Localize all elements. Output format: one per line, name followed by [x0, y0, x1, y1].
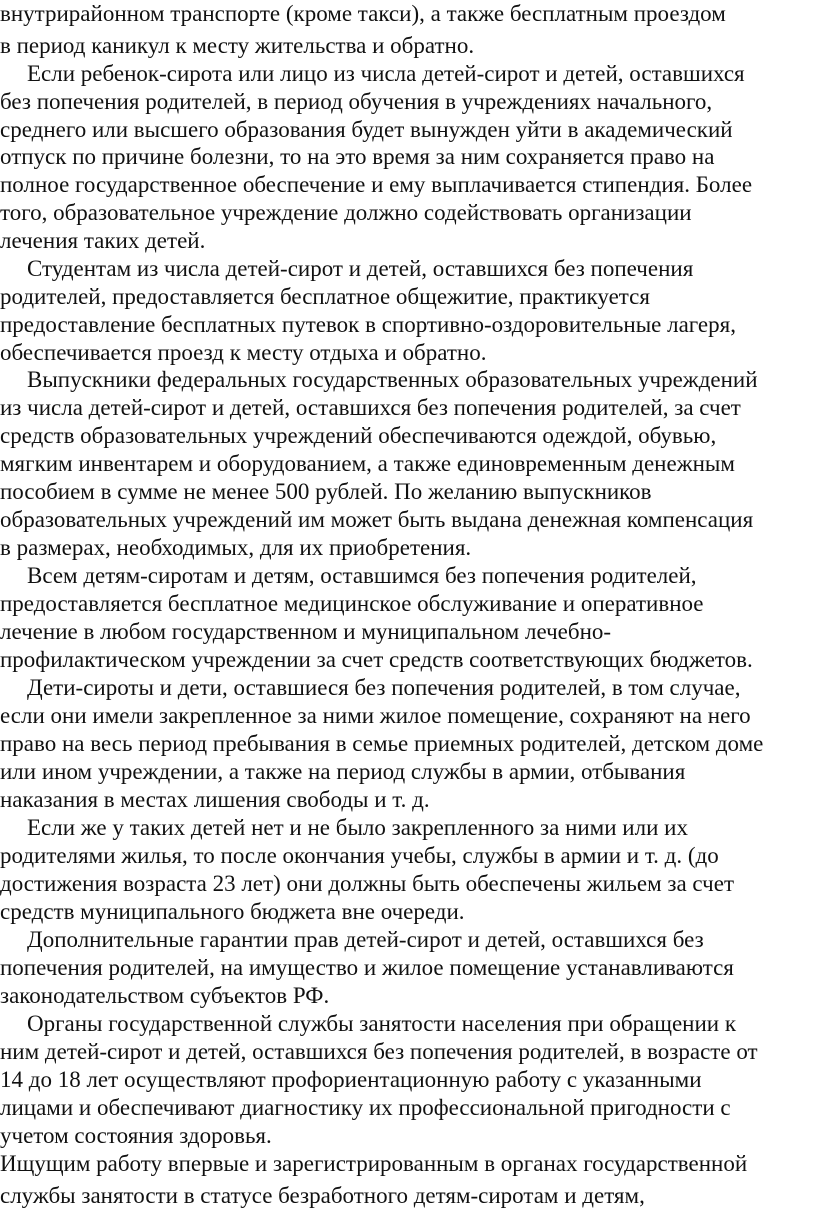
paragraph-first-line: Ищущим работу впервые и зарегистрированным в органах государственной — [0, 1151, 748, 1176]
text-line: или ином учреждении, а также на период службы в армии, отбывания — [0, 759, 686, 784]
text-line: 14 до 18 лет осуществляют профориентационную работу с указанными — [0, 1067, 702, 1092]
text-line: законодательством субъектов РФ. — [0, 983, 330, 1008]
text-line: образовательных учреждений им может быть выдана денежная компенсация — [0, 507, 754, 532]
paragraph-first-line: Органы государственной службы занятости населения при обращении к — [27, 1011, 737, 1036]
text-line: профилактическом учреждении за счет средств соответствующих бюджетов. — [0, 647, 753, 672]
text-line: лечения таких детей. — [0, 228, 206, 253]
text-line: учетом состояния здоровья. — [0, 1123, 272, 1148]
text-line: средств муниципального бюджета вне очереди. — [0, 899, 465, 924]
text-line: предоставляется бесплатное медицинское обслуживание и оперативное — [0, 591, 704, 616]
text-line: средств образовательных учреждений обеспечиваются одеждой, обувью, — [0, 423, 717, 448]
text-line: внутрирайонном транспорте (кроме такси), а также бесплатным проездом — [0, 1, 726, 26]
paragraph-first-line: Всем детям-сиротам и детям, оставшимся без попечения родителей, — [27, 563, 697, 588]
text-line: наказания в местах лишения свободы и т. д. — [0, 787, 430, 812]
text-line: достижения возраста 23 лет) они должны быть обеспечены жильем за счет — [0, 871, 734, 896]
paragraph-first-line: Студентам из числа детей-сирот и детей, оставшихся без попечения — [27, 256, 694, 281]
text-line: родителями жилья, то после окончания учебы, службы в армии и т. д. (до — [0, 843, 719, 868]
text-line: родителей, предоставляется бесплатное общежитие, практикуется — [0, 284, 650, 309]
text-line: в период каникул к месту жительства и обратно. — [0, 33, 475, 58]
paragraph-first-line: Дети-сироты и дети, оставшиеся без попечения родителей, в том случае, — [27, 675, 741, 700]
text-line: ним детей-сирот и детей, оставшихся без попечения родителей, в возрасте от — [0, 1039, 758, 1064]
text-line: пособием в сумме не менее 500 рублей. По желанию выпускников — [0, 479, 652, 504]
text-line: лечение в любом государственном и муниципальном лечебно- — [0, 619, 612, 644]
text-line: право на весь период пребывания в семье приемных родителей, детском доме — [0, 731, 764, 756]
paragraph-first-line: Если же у таких детей нет и не было закрепленного за ними или их — [27, 815, 688, 840]
text-line: лицами и обеспечивают диагностику их профессиональной пригодности с — [0, 1095, 731, 1120]
text-line: обеспечивается проезд к месту отдыха и обратно. — [0, 340, 487, 365]
text-line: среднего или высшего образования будет вынужден уйти в академический — [0, 117, 733, 142]
text-line: если они имели закрепленное за ними жилое помещение, сохраняют на него — [0, 703, 751, 728]
text-line: из числа детей-сирот и детей, оставшихся без попечения родителей, за счет — [0, 395, 741, 420]
text-line: отпуск по причине болезни, то на это время за ним сохраняется право на — [0, 144, 715, 169]
text-line: мягким инвентарем и оборудованием, а также единовременным денежным — [0, 451, 735, 476]
paragraph-first-line: Дополнительные гарантии прав детей-сирот и детей, оставшихся без — [27, 927, 704, 952]
text-line: попечения родителей, на имущество и жилое помещение устанавливаются — [0, 955, 734, 980]
text-line: в размерах, необходимых, для их приобретения. — [0, 535, 472, 560]
text-line: того, образовательное учреждение должно содействовать организации — [0, 200, 692, 225]
text-line: без попечения родителей, в период обучения в учреждениях начального, — [0, 89, 713, 114]
paragraph-first-line: Если ребенок-сирота или лицо из числа детей-сирот и детей, оставшихся — [27, 61, 745, 86]
text-line: полное государственное обеспечение и ему выплачивается стипендия. Более — [0, 172, 753, 197]
paragraph-first-line: Выпускники федеральных государственных образовательных учреждений — [27, 367, 758, 392]
text-line: службы занятости в статусе безработного детям-сиротам и детям, — [0, 1183, 645, 1208]
text-line: предоставление бесплатных путевок в спортивно-оздоровительные лагеря, — [0, 312, 736, 337]
